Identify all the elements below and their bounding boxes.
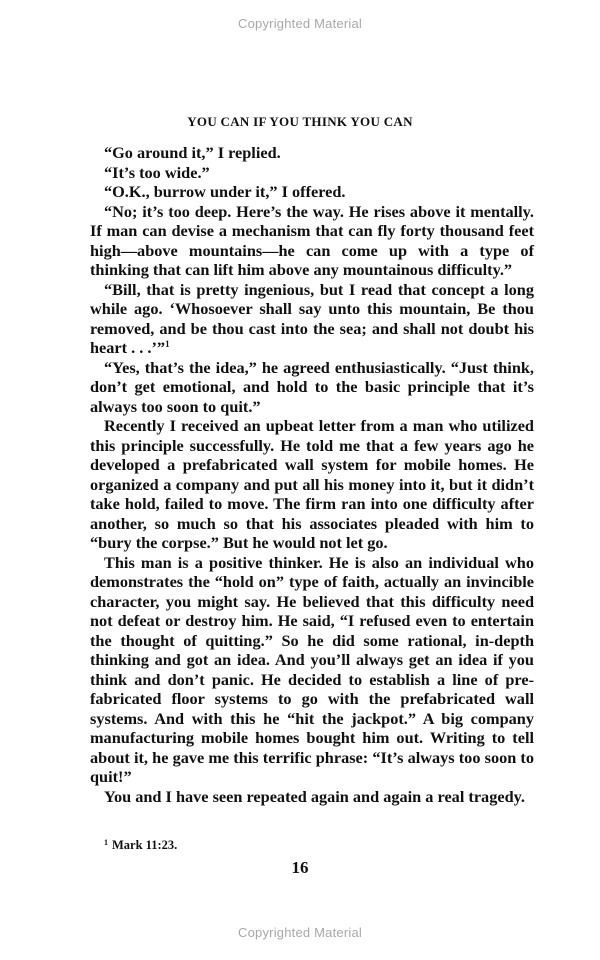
paragraph: “Go around it,” I replied.: [104, 143, 281, 162]
paragraph: “No; it’s too deep. Here’s the way. He rises above it mentally. If man can devise a mechanism that can fly forty thousand feet high—above mountains—he can come up with a type of thinking that can lift him above any mountainous difficulty.”: [90, 201, 534, 279]
paragraph: This man is a positive thinker. He is also an individual who demonstrates the “hold on” type of faith, actually an invincible character, you might say. He believed that this difficulty need not defeat or destroy him. He said, “I refused even to entertain the thought of quitting.” So he did some rational, in-depth thinking and got an idea. And you’ll always get an idea if you think and don’t panic. He decided to establish a line of prefabricated floor systems to go with the prefabricated wall systems. And with this he “hit the jackpot.” A big company manufacturing mobile homes bought him out. Writing to tell about it, he gave me this terrific phrase: “It’s always too soon to quit!”: [90, 552, 534, 786]
copyright-watermark-bottom: Copyrighted Material: [238, 925, 362, 940]
footnote: [104, 835, 534, 853]
footnote-marker: 1: [104, 838, 108, 847]
page-number: 16: [291, 858, 309, 877]
paragraph-with-footnote: [90, 280, 534, 358]
paragraph: Recently I received an upbeat letter from a man who utilized this principle successfully. He told me that a few years ago he developed a prefabricated wall system for mobile homes. He organized a company and put all his money into it, but it didn’t take hold, failed to move. The firm ran into one difficulty after another, so much so that his associates pleaded with him to “bury the corpse.” But he would not let go.: [90, 416, 534, 552]
paragraph: “It’s too wide.”: [104, 162, 210, 182]
footnote-text: Mark 11:23.: [112, 838, 178, 852]
footnote-reference: 1: [165, 339, 170, 349]
paragraph: You and I have seen repeated again and again a real tragedy.: [104, 786, 525, 806]
paragraph: “O.K., burrow under it,” I offered.: [104, 182, 346, 201]
copyright-watermark-top: Copyrighted Material: [238, 16, 362, 31]
paragraph: “Yes, that’s the idea,” he agreed enthusiastically. “Just think, don’t get emotional, and hold to the basic principle that it’s always too soon to quit.”: [90, 357, 534, 416]
paragraph-text: “Bill, that is pretty ingenious, but I read that concept a long while ago. ‘Whosoever shall say unto this mountain, Be thou removed, and be thou cast into the sea; and shall not doubt his heart . . .’”: [90, 279, 534, 357]
body-text: [90, 143, 534, 806]
running-head: YOU CAN IF YOU THINK YOU CAN: [187, 114, 413, 129]
